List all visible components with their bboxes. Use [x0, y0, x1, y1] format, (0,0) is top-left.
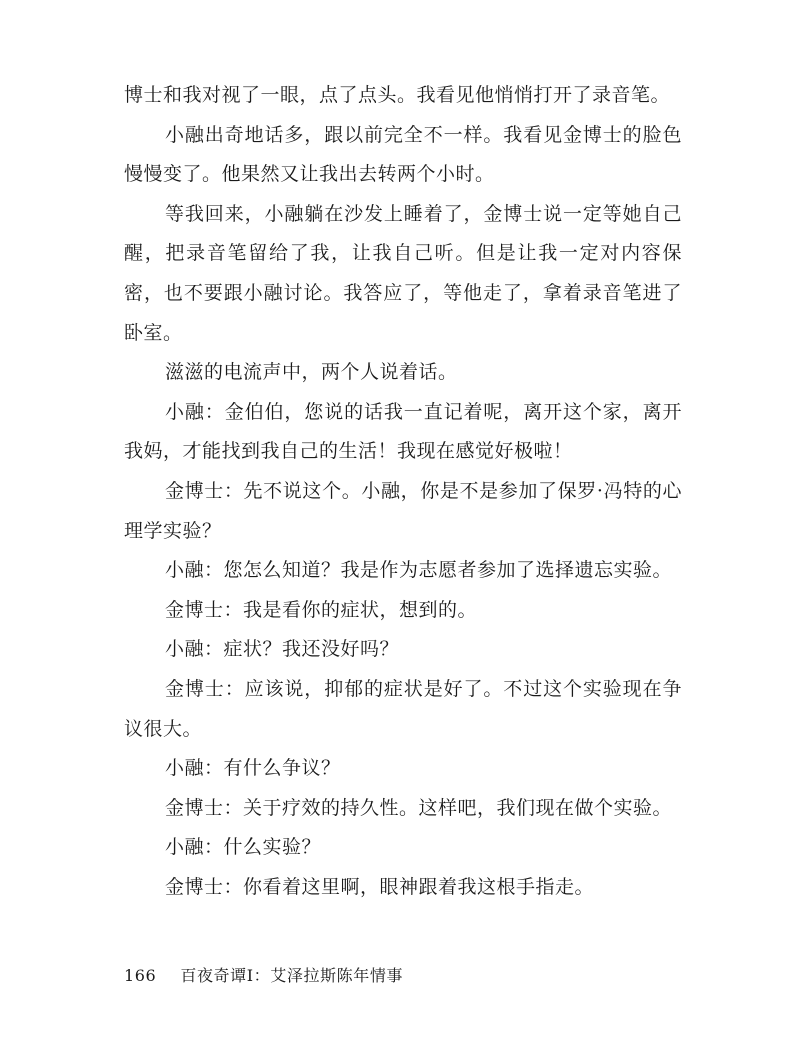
page-footer: [124, 963, 403, 986]
paragraph: 博士和我对视了一眼，点了点头。我看见他悄悄打开了录音笔。: [124, 84, 671, 106]
body-text: [124, 76, 682, 907]
paragraph: 小融出奇地话多，跟以前完全不一样。我看见金博士的脸色慢慢变了。他果然又让我出去转两个小时。: [124, 123, 682, 186]
paragraph: 金博士：先不说这个。小融，你是不是参加了保罗·冯特的心理学实验？: [124, 479, 682, 542]
paragraph: 金博士：你看着这里啊，眼神跟着我这根手指走。: [165, 875, 595, 898]
paragraph: 滋滋的电流声中，两个人说着话。: [165, 361, 458, 384]
paragraph: 金博士：关于疗效的持久性。这样吧，我们现在做个实验。: [165, 796, 673, 819]
paragraph: 等我回来，小融躺在沙发上睡着了，金博士说一定等她自己醒，把录音笔留给了我，让我自己听。但是让我一定对内容保密，也不要跟小融讨论。我答应了，等他走了，拿着录音笔进了卧室。: [124, 202, 682, 344]
paragraph: 金博士：我是看你的症状，想到的。: [165, 598, 478, 621]
paragraph: 小融：什么实验？: [165, 836, 322, 859]
paragraph: 金博士：应该说，抑郁的症状是好了。不过这个实验现在争议很大。: [124, 677, 682, 740]
paragraph: 小融：有什么争议？: [165, 757, 341, 780]
paragraph: 小融：金伯伯，您说的话我一直记着呢，离开这个家，离开我妈，才能找到我自己的生活！我现在感觉好极啦！: [124, 400, 682, 463]
paragraph: 小融：症状？我还没好吗？: [165, 638, 400, 661]
book-title: 百夜奇谭Ⅰ：艾泽拉斯陈年情事: [180, 966, 404, 985]
page-number: 166: [124, 966, 157, 985]
paragraph: 小融：您怎么知道？我是作为志愿者参加了选择遗忘实验。: [165, 559, 673, 582]
